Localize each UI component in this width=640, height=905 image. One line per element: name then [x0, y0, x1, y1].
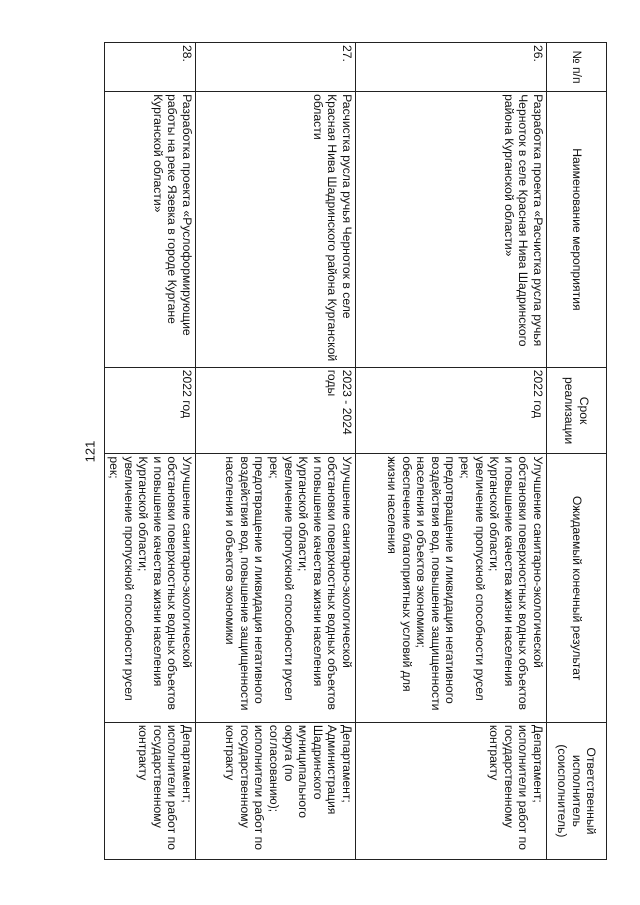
- row-responsible: Департамент; исполнители работ по государственному контракту: [356, 722, 547, 859]
- row-name: Разработка проекта «Руслоформирующие работы на реке Язевка в городе Кургане Курганской области»: [105, 92, 196, 368]
- measures-table: [104, 42, 607, 860]
- row-result: [105, 454, 196, 722]
- result-item: Улучшение санитарно-экологической обстановки поверхностных водных объектов и повышение качества жизни населения Курганской области;: [487, 456, 545, 711]
- result-item: обеспечение благоприятных условий для жизни населения: [385, 456, 414, 692]
- row-name: Разработка проекта «Расчистка русла ручья Черноток в селе Красная Нива Шадринского района Курганской области»: [356, 92, 547, 368]
- row-result: [356, 454, 547, 722]
- table-row: [356, 43, 547, 860]
- table-row: [196, 43, 356, 860]
- result-item: предотвращение и ликвидация негативного воздействия вод, повышение защищенности населения и объектов экономики: [223, 456, 267, 711]
- row-name: Расчистка русла ручья Черноток в селе Красная Нива Шадринского района Курганской области: [196, 92, 356, 368]
- page-number-wrap: [80, 440, 104, 468]
- row-num: 26.: [356, 43, 547, 92]
- row-term: 2022 год: [356, 367, 547, 454]
- result-item: Улучшение санитарно-экологической обстановки поверхностных водных объектов и повышение качества жизни населения Курганской области;: [296, 456, 354, 711]
- header-num: № п/п: [547, 43, 607, 92]
- row-responsible: Департамент; исполнители работ по государственному контракту: [105, 722, 196, 859]
- result-item: предотвращение и ликвидация негативного воздействия вод, повышение защищенности населения и объектов экономики;: [414, 456, 458, 711]
- header-term: Срок реализации: [547, 367, 607, 454]
- header-name: Наименование мероприятия: [547, 92, 607, 368]
- header-result: Ожидаемый конечный результат: [547, 454, 607, 722]
- row-term: 2022 год: [105, 367, 196, 454]
- header-responsible: Ответственный исполнитель (соисполнитель): [547, 722, 607, 859]
- result-item: увеличение пропускной способности русел рек;: [267, 456, 296, 701]
- result-item: увеличение пропускной способности русел рек;: [107, 456, 136, 701]
- row-num: 28.: [105, 43, 196, 92]
- row-num: 27.: [196, 43, 356, 92]
- result-item: увеличение пропускной способности русел рек;: [458, 456, 487, 701]
- row-result: [196, 454, 356, 722]
- table-row: [105, 43, 196, 860]
- page-number: 121: [82, 440, 98, 463]
- header-row: [547, 43, 607, 860]
- row-term: 2023 - 2024 годы: [196, 367, 356, 454]
- rotated-table-container: [102, 42, 607, 860]
- row-responsible: Департамент; Администрация Шадринского муниципального округа (по согласованию); исполнители работ по государственному контракту: [196, 722, 356, 859]
- result-item: Улучшение санитарно-экологической обстановки поверхностных водных объектов и повышение качества жизни населения Курганской области;: [136, 456, 194, 711]
